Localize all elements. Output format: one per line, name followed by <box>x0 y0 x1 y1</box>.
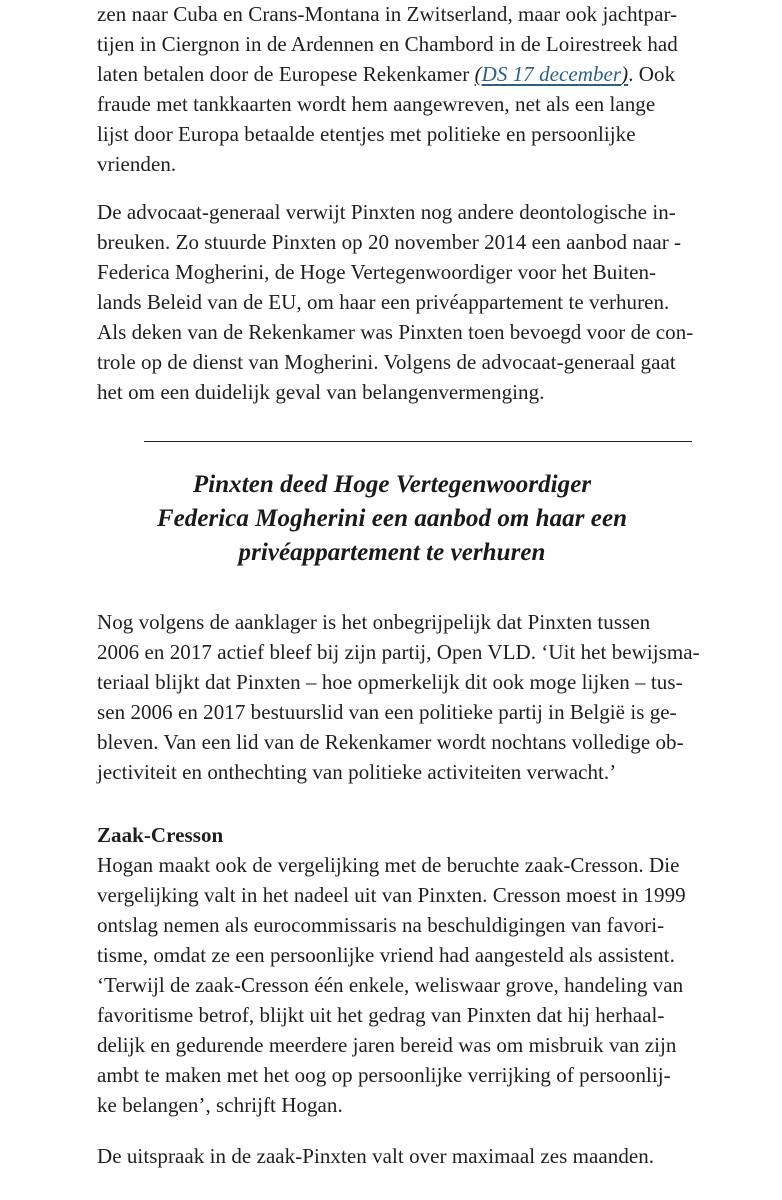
paragraph-line: Nog volgens de aanklager is het onbegrijpelijk dat Pinxten tussen <box>97 610 651 634</box>
paragraph-line: teriaal blijkt dat Pinxten – hoe opmerkelijk dit ook moge lijken – tus- <box>97 670 683 694</box>
line-text: laten betalen door de Europese Rekenkamer <box>97 62 475 86</box>
paragraph-line: ke belangen’, schrijft Hogan. <box>97 1093 343 1117</box>
pullquote-divider <box>144 441 692 442</box>
paragraph-line: sen 2006 en 2017 bestuurslid van een politieke partij in België is ge- <box>97 700 677 724</box>
paragraph-line: fraude met tankkaarten wordt hem aangewreven, net als een lange <box>97 92 656 116</box>
section-zaak-cresson <box>97 820 686 1120</box>
link-paren-open: ( <box>474 62 482 86</box>
paragraph-line: De uitspraak in de zaak-Pinxten valt over maximaal zes maanden. <box>97 1144 655 1168</box>
paragraph-line: lijst door Europa betaalde etentjes met politieke en persoonlijke <box>97 122 636 146</box>
paragraph-line: tisme, omdat ze een persoonlijke vriend had aangesteld als assistent. <box>97 943 675 967</box>
paragraph-2 <box>97 197 693 407</box>
paragraph-line: breuken. Zo stuurde Pinxten op 20 november 2014 een aanbod naar - <box>97 230 682 254</box>
paragraph-line: bleven. Van een lid van de Rekenkamer wordt nochtans volledige ob- <box>97 730 684 754</box>
link-paren-close: ) <box>621 62 629 86</box>
line-text: . Ook <box>628 62 676 86</box>
paragraph-1 <box>97 0 678 179</box>
paragraph-3 <box>97 607 700 787</box>
paragraph-line: Hogan maakt ook de vergelijking met de beruchte zaak-Cresson. Die <box>97 853 680 877</box>
paragraph-line-with-link <box>97 59 678 89</box>
ds-article-link[interactable] <box>475 62 629 86</box>
paragraph-line: vrienden. <box>97 152 177 176</box>
section-heading: Zaak-Cresson <box>97 823 224 847</box>
paragraph-line: favoritisme betrof, blijkt uit het gedrag van Pinxten dat hij herhaal- <box>97 1003 665 1027</box>
paragraph-line: tijen in Ciergnon in de Ardennen en Chambord in de Loirestreek had <box>97 32 678 56</box>
paragraph-line: trole op de dienst van Mogherini. Volgens de advocaat-generaal gaat <box>97 350 676 374</box>
paragraph-line: ambt te maken met het oog op persoonlijke verrijking of persoonlij- <box>97 1063 671 1087</box>
paragraph-line: De advocaat-generaal verwijt Pinxten nog andere deontologische in- <box>97 200 676 224</box>
paragraph-line: Als deken van de Rekenkamer was Pinxten toen bevoegd voor de con- <box>97 320 694 344</box>
pullquote <box>97 468 687 570</box>
paragraph-line: jectiviteit en onthechting van politieke activiteiten verwacht.’ <box>97 760 617 784</box>
paragraph-line: lands Beleid van de EU, om haar een privéappartement te verhuren. <box>97 290 670 314</box>
closing-paragraph <box>97 1141 654 1171</box>
paragraph-line: 2006 en 2017 actief bleef bij zijn partij, Open VLD. ‘Uit het bewijsma- <box>97 640 700 664</box>
paragraph-line: het om een duidelijk geval van belangenvermenging. <box>97 380 545 404</box>
paragraph-line: ontslag nemen als eurocommissaris na beschuldigingen van favori- <box>97 913 665 937</box>
pullquote-line: Federica Mogherini een aanbod om haar een <box>156 505 628 532</box>
link-text: DS 17 december <box>481 62 622 86</box>
paragraph-line: Federica Mogherini, de Hoge Vertegenwoordiger voor het Buiten- <box>97 260 657 284</box>
paragraph-line: zen naar Cuba en Crans-Montana in Zwitserland, maar ook jachtpar- <box>97 2 678 26</box>
paragraph-line: vergelijking valt in het nadeel uit van Pinxten. Cresson moest in 1999 <box>97 883 686 907</box>
paragraph-line: ‘Terwijl de zaak-Cresson één enkele, weliswaar grove, handeling van <box>97 973 684 997</box>
pullquote-line: Pinxten deed Hoge Vertegenwoordiger <box>192 471 592 498</box>
pullquote-line: privéappartement te verhuren <box>238 539 546 566</box>
paragraph-line: delijk en gedurende meerdere jaren bereid was om misbruik van zijn <box>97 1033 677 1057</box>
